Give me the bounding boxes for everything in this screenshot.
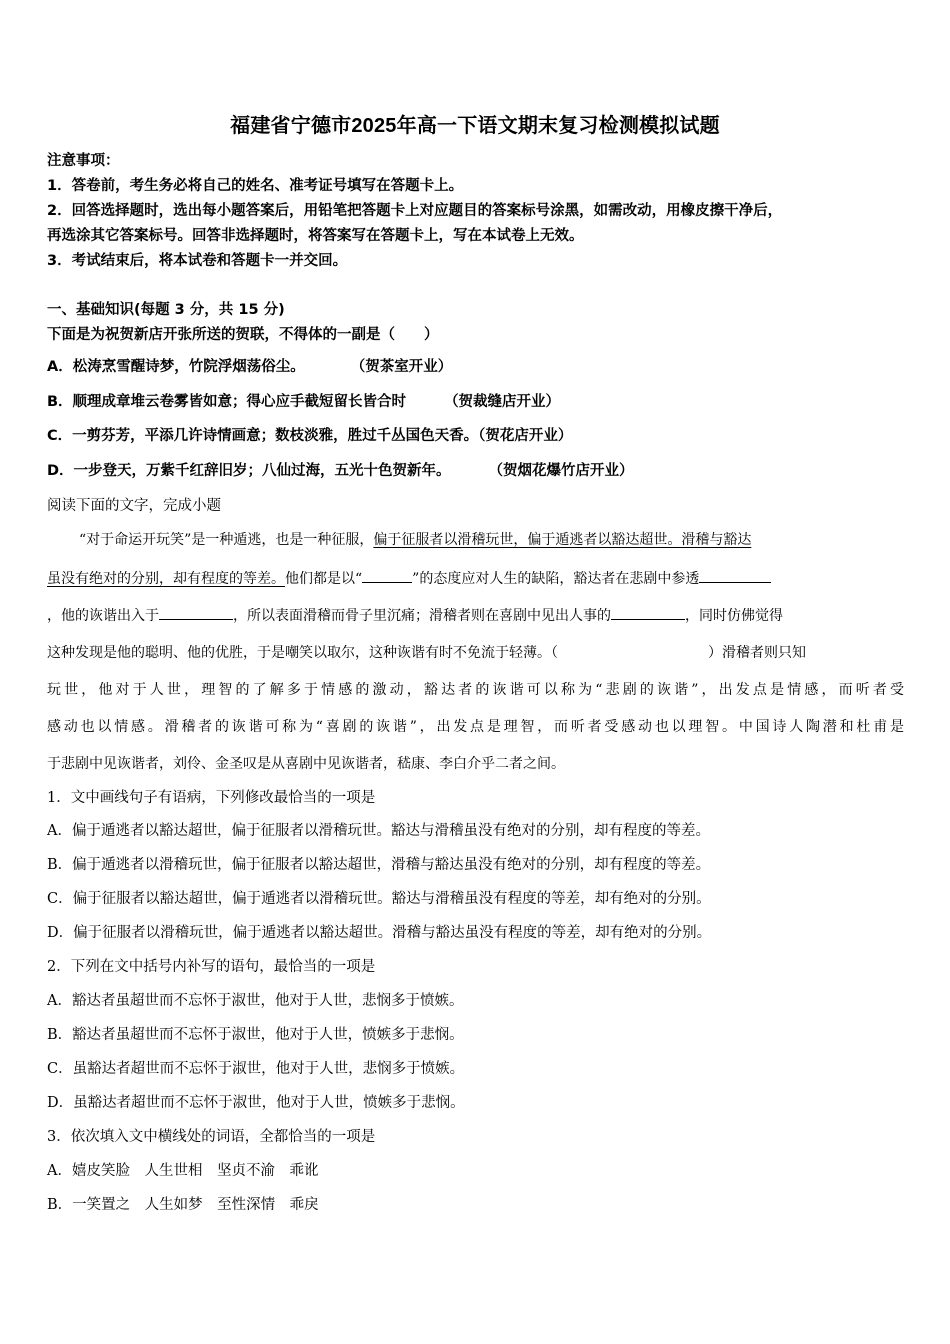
- option-text: B．顺理成章堆云卷雾皆如意；得心应手截短留长皆合时: [47, 394, 407, 410]
- answer-option-a: A．偏于遁逃者以豁达超世，偏于征服者以滑稽玩世。豁达与滑稽虽没有绝对的分别，却有程度的等差。: [47, 823, 710, 839]
- option-text: C．一剪芬芳，平添几许诗情画意；数枝淡雅，胜过千丛国色天香。: [47, 428, 479, 444]
- answer-option-b: B．一笑置之 人生如梦 至性深情 乖戾: [47, 1197, 319, 1213]
- option-text: D．一步登天，万紫千红辞旧岁；八仙过海，五光十色贺新年。: [47, 463, 451, 479]
- passage-text: ，他的诙谐出入于: [47, 608, 159, 624]
- option-note: （贺茶室开业）: [350, 359, 453, 375]
- fill-blank: [159, 605, 233, 620]
- answer-option-b: B．偏于遁逃者以滑稽玩世，偏于征服者以豁达超世，滑稽与豁达虽没有绝对的分别，却有程度的等差。: [47, 857, 711, 873]
- answer-option-d: [47, 461, 634, 481]
- answer-option-c: C．偏于征服者以豁达超世，偏于遁逃者以滑稽玩世。豁达与滑稽虽没有程度的等差，却有绝对的分别。: [47, 891, 711, 907]
- question-stem: 3．依次填入文中横线处的词语，全都恰当的一项是: [47, 1129, 376, 1145]
- passage-text: ，同时仿佛觉得: [685, 608, 783, 624]
- passage-line: [47, 530, 904, 550]
- passage-line: [47, 605, 904, 626]
- notice-item: 2．回答选择题时，选出每小题答案后，用铅笔把答题卡上对应题目的答案标号涂黑，如需改动，用橡皮擦干净后，: [47, 203, 783, 219]
- option-note: （贺花店开业）: [478, 428, 573, 444]
- passage-line: 感动也以情感。滑稽者的诙谐可称为“喜剧的诙谐”，出发点是理智，而听者受感动也以理智。中国诗人陶潜和杜甫是: [47, 719, 904, 735]
- notice-item: 再选涂其它答案标号。回答非选择题时，将答案写在答题卡上，写在本试卷上无效。: [47, 228, 584, 244]
- answer-option-b: [47, 392, 560, 412]
- passage-text: ）滑稽者则只知: [708, 645, 806, 661]
- notice-heading: 注意事项：: [47, 153, 120, 169]
- fill-blank: [699, 568, 771, 583]
- passage-text: ”的态度应对人生的缺陷，豁达者在悲剧中参透: [412, 571, 700, 587]
- answer-option-c: C．虽豁达者超世而不忘怀于淑世，他对于人世，悲悯多于愤嫉。: [47, 1061, 465, 1077]
- notice-item: 1．答卷前，考生务必将自己的姓名、准考证号填写在答题卡上。: [47, 178, 464, 194]
- passage-line: 玩世，他对于人世，理智的了解多于情感的激动，豁达者的诙谐可以称为“悲剧的诙谐”，出发点是情感，而听者受: [47, 682, 904, 698]
- passage-text: 他们都是以“: [285, 571, 363, 587]
- answer-option-a: A．嬉皮笑脸 人生世相 坚贞不渝 乖讹: [47, 1163, 319, 1179]
- passage-text: “对于命运开玩笑”是一种遁逃，也是一种征服，: [79, 532, 374, 548]
- answer-option-b: B．豁达者虽超世而不忘怀于淑世，他对于人世，愤嫉多于悲悯。: [47, 1027, 464, 1043]
- passage-line: [47, 568, 904, 589]
- option-note: （贺裁缝店开业）: [444, 394, 561, 410]
- fill-blank: [362, 568, 412, 583]
- answer-option-a: [47, 357, 452, 377]
- section-heading: 一、基础知识(每题 3 分，共 15 分): [47, 302, 285, 318]
- underlined-sentence: 偏于征服者以滑稽玩世，偏于遁逃者以豁达超世。滑稽与豁达: [373, 532, 752, 548]
- fill-blank: [611, 605, 685, 620]
- answer-option-d: D．偏于征服者以滑稽玩世，偏于遁逃者以豁达超世。滑稽与豁达虽没有程度的等差，却有绝对的分别。: [47, 925, 712, 941]
- option-note: （贺烟花爆竹店开业）: [488, 463, 634, 479]
- reading-intro: 阅读下面的文字，完成小题: [47, 498, 221, 514]
- notice-item: 3．考试结束后，将本试卷和答题卡一并交回。: [47, 253, 348, 269]
- passage-line: 于悲剧中见诙谐者，刘伶、金圣叹是从喜剧中见诙谐者，嵇康、李白介乎二者之间。: [47, 756, 565, 772]
- question-stem: 2．下列在文中括号内补写的语句，最恰当的一项是: [47, 959, 376, 975]
- question-stem: 1．文中画线句子有语病，下列修改最恰当的一项是: [47, 790, 376, 806]
- passage-text: 这种发现是他的聪明、他的优胜，于是嘲笑以取尔，这种诙谐有时不免流于轻薄。（: [47, 645, 558, 661]
- underlined-sentence: 虽没有绝对的分别，却有程度的等差。: [47, 571, 285, 587]
- passage-line: [47, 643, 904, 663]
- answer-option-c: [47, 426, 572, 446]
- page-title: 福建省宁德市2025年高一下语文期末复习检测模拟试题: [230, 115, 720, 137]
- passage-text: ，所以表面滑稽而骨子里沉痛；滑稽者则在喜剧中见出人事的: [233, 608, 611, 624]
- question-stem: 下面是为祝贺新店开张所送的贺联，不得体的一副是（ ）: [47, 327, 439, 343]
- answer-option-a: A．豁达者虽超世而不忘怀于淑世，他对于人世，悲悯多于愤嫉。: [47, 993, 464, 1009]
- answer-option-d: D．虽豁达者超世而不忘怀于淑世，他对于人世，愤嫉多于悲悯。: [47, 1095, 465, 1111]
- option-text: A．松涛烹雪醒诗梦，竹院浮烟荡俗尘。: [47, 359, 305, 375]
